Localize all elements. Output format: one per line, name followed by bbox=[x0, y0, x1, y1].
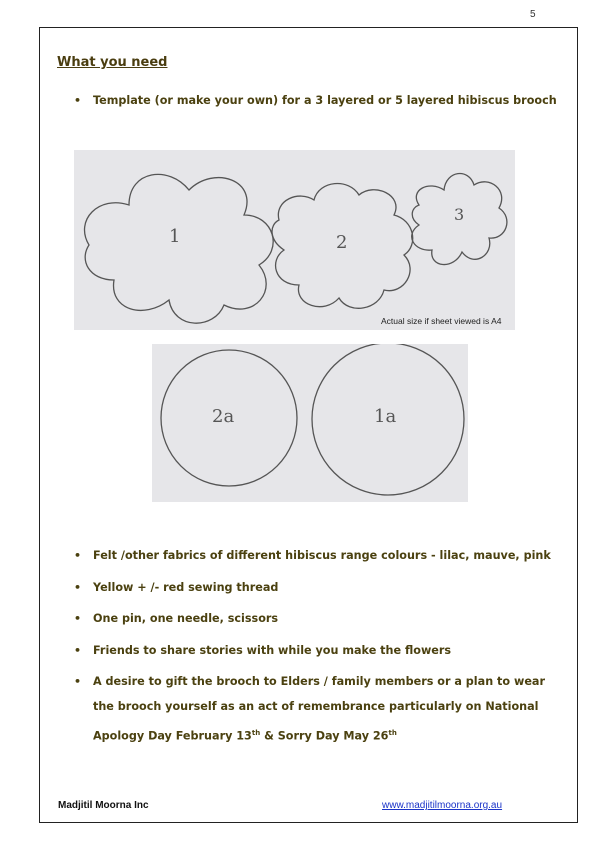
page-number: 5 bbox=[530, 9, 536, 20]
list-item-text bbox=[93, 721, 397, 749]
apology-day-text: Apology Day February 13 bbox=[93, 729, 252, 743]
circle2a-label: 2a bbox=[212, 406, 235, 427]
bullet-icon: • bbox=[74, 94, 82, 107]
bullet-icon: • bbox=[74, 675, 82, 688]
bullet-icon: • bbox=[74, 549, 82, 562]
list-item-text: Friends to share stories with while you make the flowers bbox=[93, 644, 452, 657]
flower1-label: 1 bbox=[169, 226, 181, 247]
circle1a-label: 1a bbox=[374, 406, 397, 427]
photo-caption: Actual size if sheet viewed is A4 bbox=[381, 316, 502, 326]
list-item-text: A desire to gift the brooch to Elders / family members or a plan to wear bbox=[93, 675, 545, 688]
bullet-icon: • bbox=[74, 644, 82, 657]
list-item-text: Yellow + /- red sewing thread bbox=[93, 581, 279, 594]
list-item-text: One pin, one needle, scissors bbox=[93, 612, 279, 625]
bullet-icon: • bbox=[74, 612, 82, 625]
circle-templates-drawing bbox=[152, 344, 468, 502]
list-item-text: Felt /other fabrics of different hibiscus range colours - lilac, mauve, pink bbox=[93, 549, 551, 562]
flower2-label: 2 bbox=[336, 232, 348, 253]
footer-website-link[interactable]: www.madjitilmoorna.org.au bbox=[382, 800, 503, 811]
flower-templates-drawing bbox=[74, 150, 515, 330]
ordinal-suffix: th bbox=[251, 729, 261, 737]
list-item-text: Template (or make your own) for a 3 layered or 5 layered hibiscus brooch bbox=[93, 94, 557, 107]
ordinal-suffix: th bbox=[388, 729, 397, 737]
flower3-label: 3 bbox=[454, 205, 465, 224]
footer-organization: Madjitil Moorna Inc bbox=[58, 800, 149, 811]
sorry-day-text: & Sorry Day May 26 bbox=[260, 729, 389, 743]
flower-templates-photo bbox=[74, 150, 515, 330]
bullet-icon: • bbox=[74, 581, 82, 594]
list-item-text: the brooch yourself as an act of remembrance particularly on National bbox=[93, 700, 539, 713]
flower-template-1 bbox=[85, 174, 274, 323]
circle-templates-photo bbox=[152, 344, 468, 502]
section-heading: What you need bbox=[57, 55, 168, 70]
